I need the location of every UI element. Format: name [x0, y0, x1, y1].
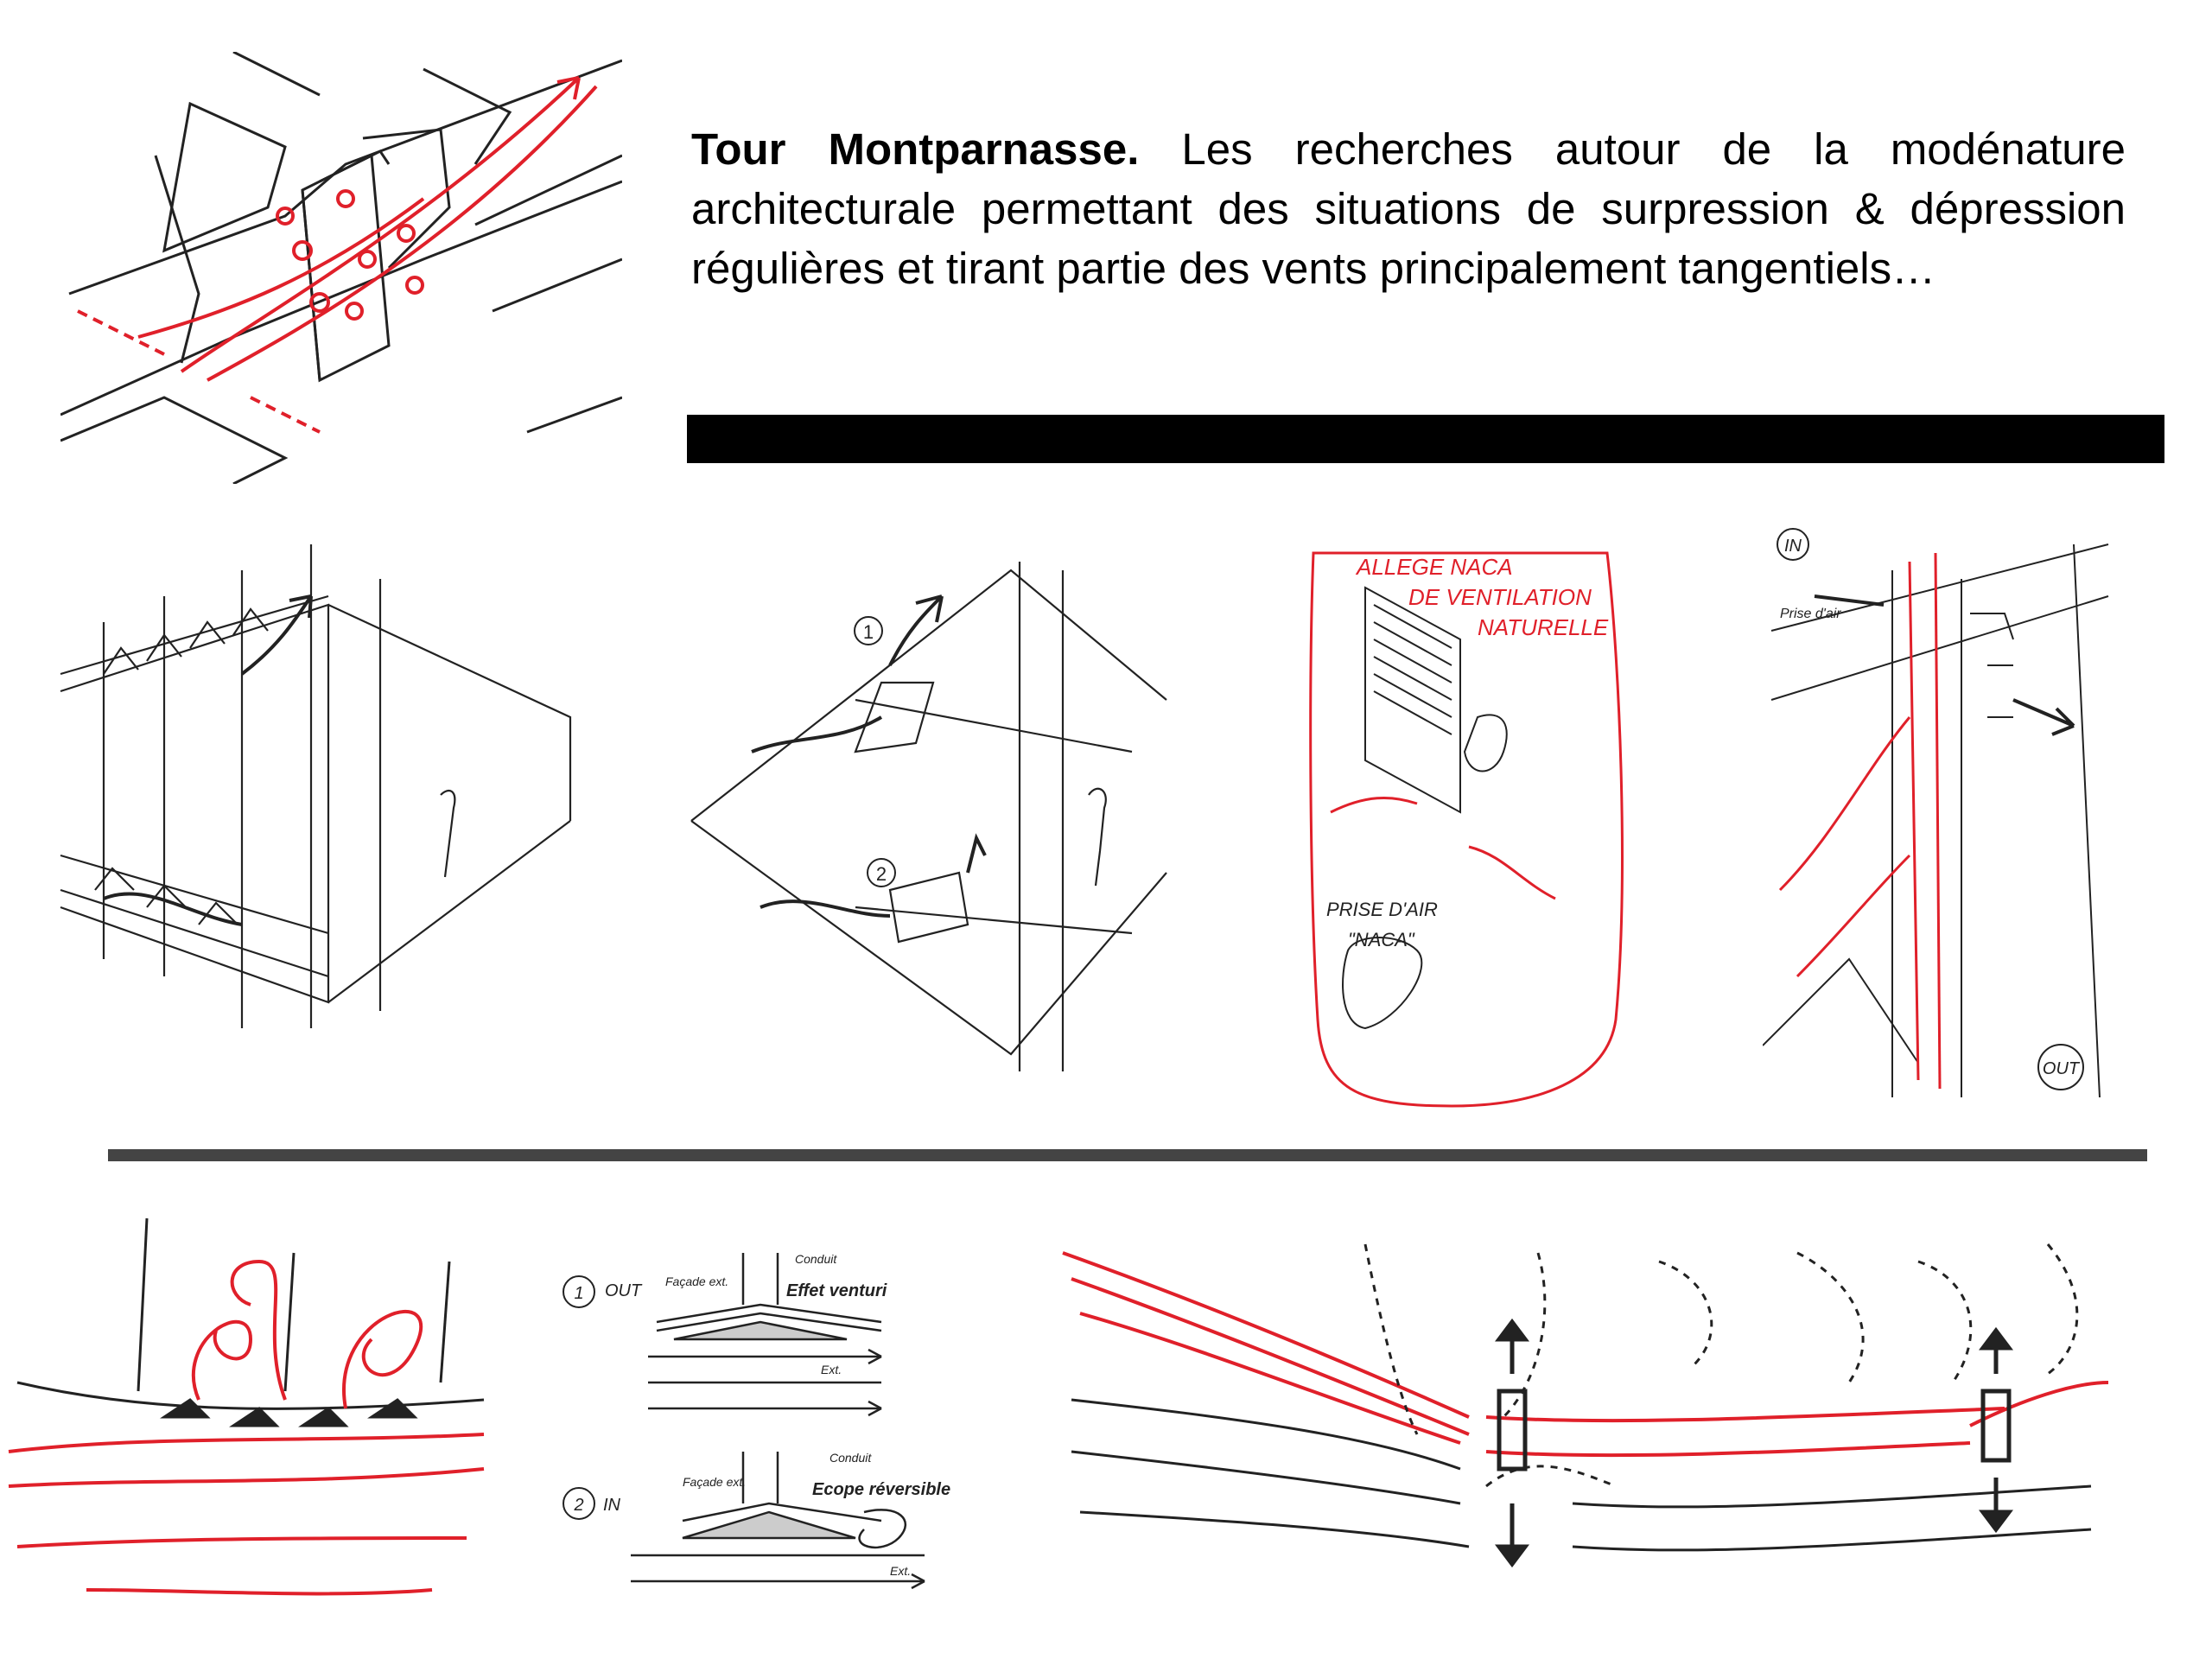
naca-title-line1: ALLEGE NACA [1357, 554, 1513, 580]
facade-perspective-sketch-a [52, 544, 588, 1028]
grey-divider-rule [108, 1149, 2147, 1161]
svg-text:2: 2 [875, 863, 887, 885]
intro-paragraph [691, 119, 2126, 298]
naca-intake-line2: "NACA" [1348, 929, 1414, 950]
intro-body: Les recherches autour de la modénature architecturale permettant des situations de surpression & dépression régulières et tirant partie des vents principalement tangentiels… [691, 124, 2126, 293]
tower-section-sketch [1763, 527, 2126, 1106]
naca-title-line3: NATURELLE [1478, 614, 1609, 640]
in-label: IN [1784, 537, 1802, 556]
intro-title: Tour Montparnasse. [691, 124, 1140, 174]
venturi-out-label: OUT [605, 1281, 642, 1300]
venturi-in-label: IN [603, 1496, 620, 1515]
venturi-facade-label-2: Façade ext. [683, 1475, 747, 1489]
venturi-step2: 2 [574, 1496, 584, 1515]
venturi-ext-label-2: Ext. [890, 1564, 912, 1578]
venturi-step1: 1 [574, 1284, 584, 1303]
step2-marker [868, 859, 895, 887]
black-divider-bar [687, 415, 2164, 463]
venturi-diagram-sketch [553, 1236, 959, 1607]
naca-intake-line1: PRISE D'AIR [1326, 899, 1438, 920]
naca-title-line2: DE VENTILATION [1408, 584, 1592, 610]
prise-label: Prise d'air [1780, 607, 1841, 621]
vortex-flow-sketch [0, 1210, 501, 1607]
venturi-conduit-label-2: Conduit [830, 1451, 872, 1465]
tower-axonometric-sketch [60, 52, 622, 484]
venturi-escape-label: Ecope réversible [812, 1480, 951, 1499]
out-label: OUT [2042, 1059, 2080, 1078]
venturi-ext-label-1: Ext. [821, 1363, 842, 1376]
step1-marker [855, 617, 882, 645]
venturi-facade-label: Façade ext. [665, 1274, 729, 1288]
facade-perspective-sketch-b [683, 544, 1201, 1080]
svg-text:1: 1 [862, 621, 874, 643]
venturi-conduit-label: Conduit [795, 1252, 837, 1266]
facade-flow-field-sketch [1054, 1227, 2117, 1590]
naca-ventilation-sketch [1296, 536, 1633, 1115]
venturi-effect-label: Effet venturi [786, 1281, 887, 1300]
